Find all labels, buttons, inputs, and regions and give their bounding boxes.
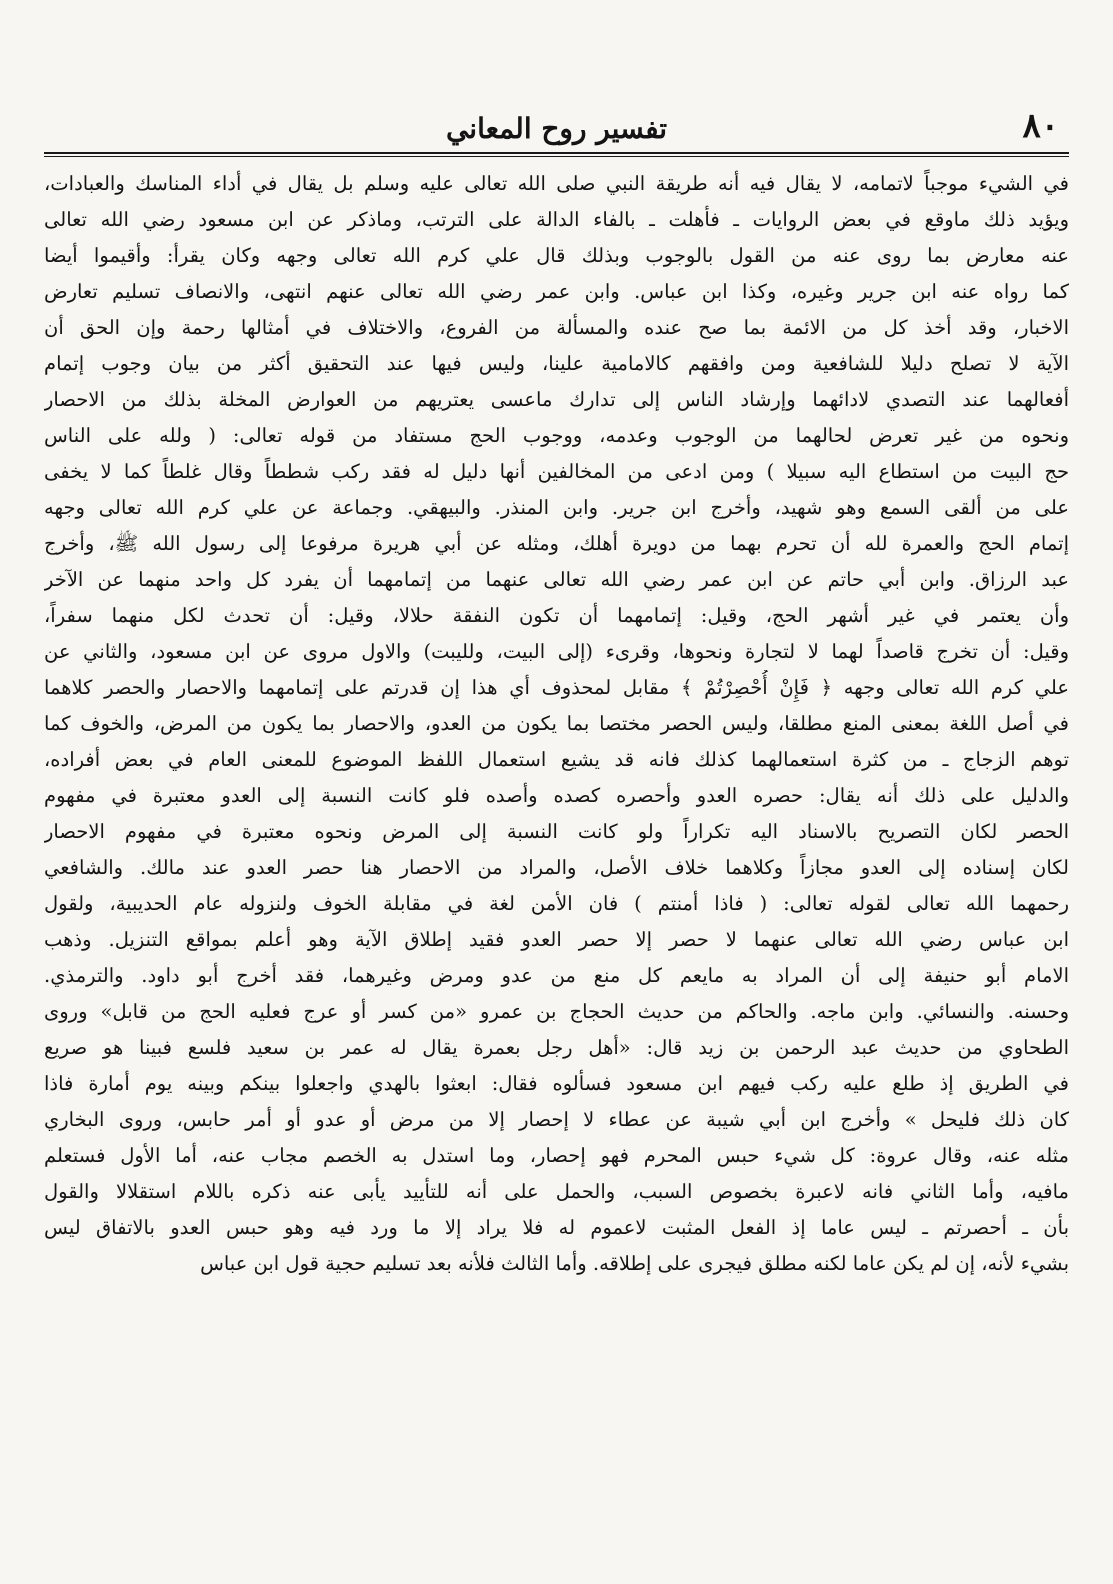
text-line: وحسنه. والنسائي. وابن ماجه. والحاكم من حديث الحجاج بن عمرو «من كسر أو عرج فعليه الحج من قابل» وروى (44, 1000, 1069, 1023)
header-rule (44, 152, 1069, 157)
text-line: حج البيت من استطاع اليه سبيلا ) ومن ادعى من المخالفين أنها دليل له فقد ركب شططاً وقال غلطاً كما لا يخفى (44, 460, 1069, 483)
text-line: إتمام الحج والعمرة لله أن تحرم بهما من دويرة أهلك، ومثله عن أبي هريرة مرفوعا إلى رسول الله ﷺ، وأخرج (44, 532, 1069, 555)
text-line: الطحاوي من حديث عبد الرحمن بن زيد قال: «أهل رجل بعمرة يقال له عمر بن سعيد فلسع فبينا هو صريع (44, 1036, 1069, 1059)
text-line: على من ألقى السمع وهو شهيد، وأخرج ابن جرير. وابن المنذر. والبيهقي. وجماعة عن علي كرم الله تعالى وجهه (44, 496, 1069, 519)
text-line: وقيل: أن تخرج قاصداً لهما لا لتجارة ونحوها، وقرىء (إلى البيت، ولليبت) والاول مروى عن ابن مسعود، والثاني عن (44, 640, 1069, 663)
text-line: والدليل على ذلك أنه يقال: حصره العدو وأحصره كصده وأصده فلو كانت النسبة إلى العدو معتبرة في مفهوم (44, 784, 1069, 807)
text-line: الآية لا تصلح دليلا للشافعية ومن وافقهم كالامامية علينا، وليس فيها عند التحقيق أكثر من بيان وجوب إتمام (44, 352, 1069, 375)
text-line: عنه معارض بما روى عنه من القول بالوجوب وبذلك قال علي كرم الله تعالى وجهه وكان يقرأ: وأقيموا أيضا (44, 244, 1069, 267)
text-line: بأن ـ أحصرتم ـ ليس عاما إذ الفعل المثبت لاعموم له فلا يراد إلا ما ورد فيه وهو حبس العدو بالاتفاق ليس (44, 1216, 1069, 1239)
text-line: في الشيء موجباً لاتمامه، لا يقال فيه أنه طريقة النبي صلى الله تعالى عليه وسلم بل يقال في أداء المناسك والعبادات، (44, 172, 1069, 195)
text-line: الحصر لكان التصريح بالاسناد اليه تكراراً ولو كانت النسبة إلى المرض ونحوه معتبرة في مفهوم الاحصار (44, 820, 1069, 843)
text-line: في أصل اللغة بمعنى المنع مطلقا، وليس الحصر مختصا بما يكون من العدو، والاحصار بما يكون من المرض، والخوف كما (44, 712, 1069, 735)
text-line: ويؤيد ذلك ماوقع في بعض الروايات ـ فأهلت ـ بالفاء الدالة على الترتب، وماذكر عن ابن مسعود رضي الله تعالى (44, 208, 1069, 231)
text-line: الاخبار، وقد أخذ كل من الائمة بما صح عنده والمسألة من الفروع، والاختلاف في أمثالها رحمة وإن الحق أن (44, 316, 1069, 339)
body-text (44, 166, 1069, 1282)
page-header (44, 106, 1069, 150)
text-line: علي كرم الله تعالى وجهه ﴿ فَإِنْ أُحْصِرْتُمْ ﴾ مقابل لمحذوف أي هذا إن قدرتم على إتمامهما والاحصار والحصر كلاهما (44, 676, 1069, 699)
text-line: بشيء لأنه، إن لم يكن عاما لكنه مطلق فيجرى على إطلاقه. وأما الثالث فلأنه بعد تسليم حجية قول ابن عباس (200, 1252, 1069, 1275)
text-line: مافيه، وأما الثاني فانه لاعبرة بخصوص السبب، والحمل على أنه للتأييد يأبى عنه ذكره باللام استقلالا والقول (44, 1180, 1069, 1203)
running-title: تفسير روح المعاني (445, 112, 668, 145)
text-line: رحمهما الله تعالى لقوله تعالى: ( فاذا أمنتم ) فان الأمن لغة في مقابلة الخوف ولنزوله عام الحديبية، ولقول (44, 892, 1069, 915)
text-line: وأن يعتمر في غير أشهر الحج، وقيل: إتمامهما أن تكون النفقة حلالا، وقيل: أن تحدث لكل منهما سفراً، (44, 604, 1069, 627)
text-line: عبد الرزاق. وابن أبي حاتم عن ابن عمر رضي الله تعالى عنهما من إتمامهما أن يفرد كل واحد منهما عن الآخر (44, 568, 1069, 591)
text-line: الامام أبو حنيفة إلى أن المراد به مايعم كل منع من عدو ومرض وغيرهما، فقد أخرج أبو داود. والترمذي. (44, 964, 1069, 987)
text-line: كان ذلك فليحل » وأخرج ابن أبي شيبة عن عطاء لا إحصار إلا من مرض أو عدو أو أمر حابس، وروى البخاري (44, 1108, 1069, 1131)
text-line: كما رواه عنه ابن جرير وغيره، وكذا ابن عباس. وابن عمر رضي الله تعالى عنهم انتهى، والانصاف تسليم تعارض (44, 280, 1069, 303)
page-number: ٨٠ (1022, 106, 1059, 146)
text-line: لكان إسناده إلى العدو مجازاً وكلاهما خلاف الأصل، والمراد من الاحصار هنا حصر العدو عند مالك. والشافعي (44, 856, 1069, 879)
text-line: مثله عنه، وقال عروة: كل شيء حبس المحرم فهو إحصار، وما استدل به الخصم مجاب عنه، أما الأول فستعلم (44, 1144, 1069, 1167)
text-line: في الطريق إذ طلع عليه ركب فيهم ابن مسعود فسألوه فقال: ابعثوا بالهدي واجعلوا بينكم وبينه يوم أمارة فاذا (44, 1072, 1069, 1095)
text-line: توهم الزجاج ـ من كثرة استعمالهما كذلك فانه قد يشيع استعمال اللفظ الموضوع للمعنى العام في بعض أفراده، (44, 748, 1069, 771)
text-line: ابن عباس رضي الله تعالى عنهما لا حصر إلا حصر العدو فقيد إطلاق الآية وهو أعلم بمواقع التنزيل. وذهب (44, 928, 1069, 951)
text-line: أفعالهما عند التصدي لادائهما وإرشاد الناس إلى تدارك ماعسى يعتريهم من العوارض المخلة بذلك من الاحصار (44, 388, 1069, 411)
text-line: ونحوه من غير تعرض لحالهما من الوجوب وعدمه، ووجوب الحج مستفاد من قوله تعالى: ( ولله على الناس (44, 424, 1069, 447)
